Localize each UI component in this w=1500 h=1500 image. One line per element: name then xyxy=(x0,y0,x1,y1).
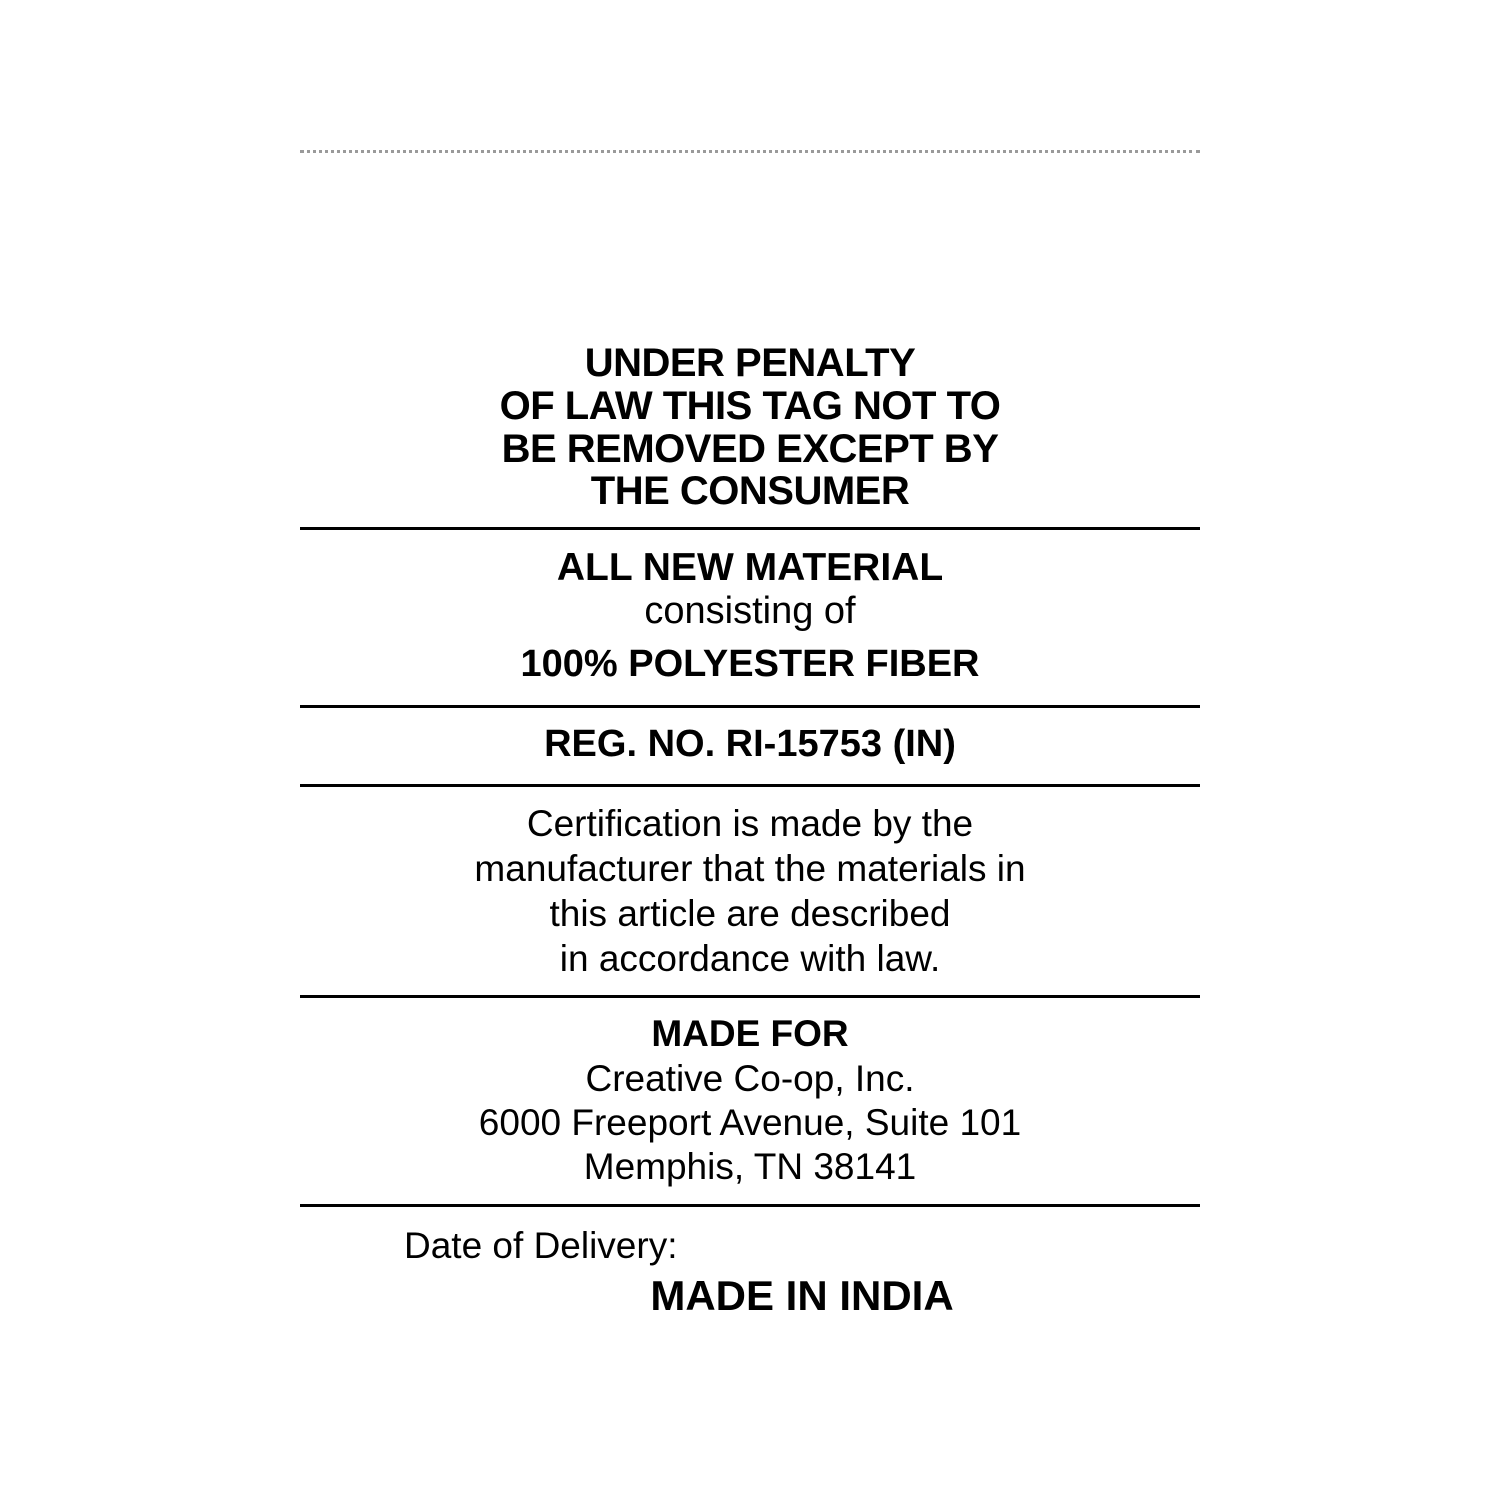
made-for-company: Creative Co-op, Inc. xyxy=(585,1057,915,1099)
penalty-notice xyxy=(300,336,1200,527)
certification-statement xyxy=(300,787,1200,996)
law-label-tag xyxy=(300,0,1200,1500)
perforation-dotted-line xyxy=(300,150,1200,157)
material-fiber-content: 100% POLYESTER FIBER xyxy=(520,642,980,685)
material-section xyxy=(300,530,1200,705)
made-for-address-line-1: 6000 Freeport Avenue, Suite 101 xyxy=(478,1102,1022,1144)
material-heading: ALL NEW MATERIAL xyxy=(556,546,944,590)
date-of-delivery-label: Date of Delivery: xyxy=(404,1224,678,1266)
certification-line-4: in accordance with law. xyxy=(559,938,941,980)
penalty-notice-line-1: UNDER PENALTY xyxy=(584,341,916,385)
certification-line-2: manufacturer that the materials in xyxy=(474,847,1026,889)
made-for-section xyxy=(300,998,1200,1204)
registration-number: REG. NO. RI-15753 (IN) xyxy=(544,723,956,766)
penalty-notice-line-4: THE CONSUMER xyxy=(590,469,910,514)
country-of-origin: MADE IN INDIA xyxy=(650,1272,954,1320)
made-for-heading: MADE FOR xyxy=(651,1013,849,1055)
penalty-notice-line-3: BE REMOVED EXCEPT BY xyxy=(501,426,999,471)
penalty-notice-line-2: OF LAW THIS TAG NOT TO xyxy=(499,383,1001,428)
made-for-address-line-2: Memphis, TN 38141 xyxy=(583,1146,917,1188)
delivery-section xyxy=(300,1207,1200,1324)
tag-content xyxy=(300,336,1200,1324)
material-consisting-label: consisting of xyxy=(644,589,856,632)
certification-line-3: this article are described xyxy=(549,892,951,934)
certification-line-1: Certification is made by the xyxy=(526,802,974,844)
